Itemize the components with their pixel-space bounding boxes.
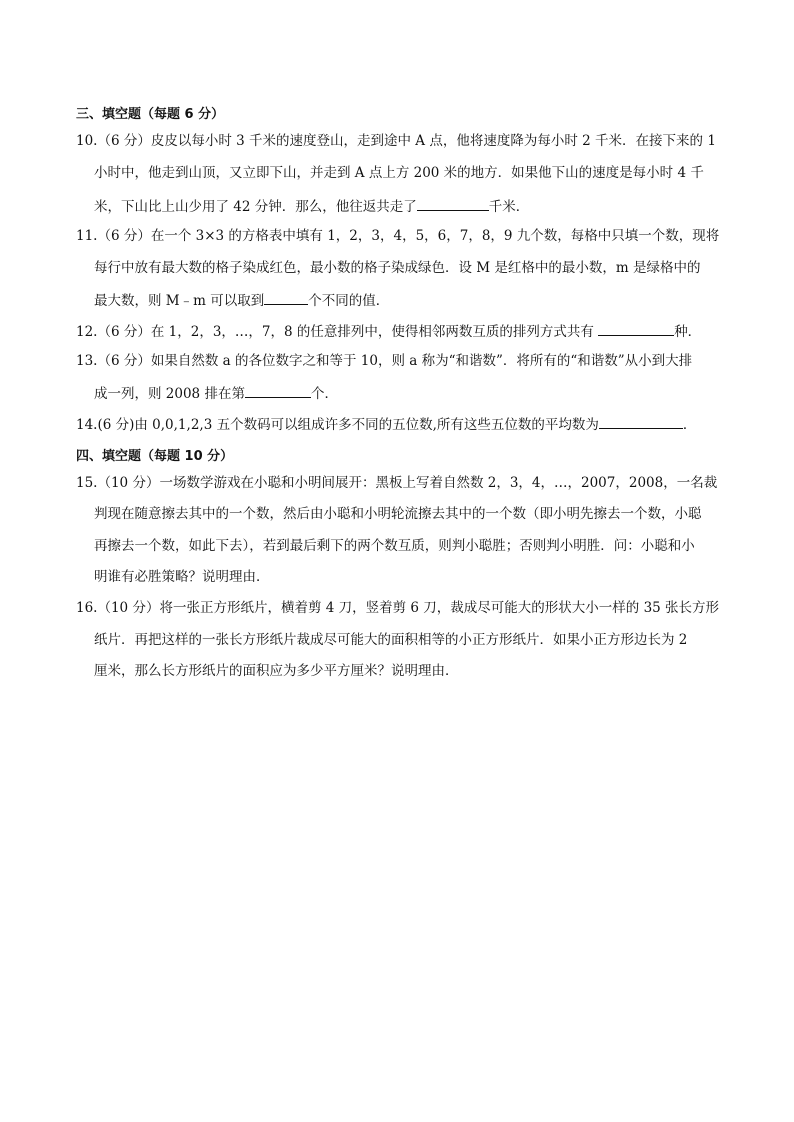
q13-line-1: 13.（6 分）如果自然数 a 的各位数字之和等于 10，则 a 称为“和谐数”．将所有的“和谐数”从小到大排 xyxy=(76,353,693,369)
section-title-fill-10: 四、填空题（每题 10 分） xyxy=(76,449,234,464)
answer-blank-q13[interactable] xyxy=(245,383,311,398)
answer-blank-q10[interactable] xyxy=(417,196,489,211)
q15-line-3: 再擦去一个数，如此下去），若到最后剩下的两个数互质，则判小聪胜；否则判小明胜．问：小聪和小 xyxy=(94,538,695,554)
answer-blank-q12[interactable] xyxy=(598,321,674,336)
q13-line-2 xyxy=(94,383,338,403)
answer-blank-q14[interactable] xyxy=(599,414,683,429)
q10-line-2: 小时中，他走到山顶，又立即下山，并走到 A 点上方 200 米的地方．如果他下山的速度是每小时 4 千 xyxy=(94,165,704,181)
q10-line-3-text: 米，下山比上山少用了 42 分钟．那么，他往返共走了 xyxy=(94,199,417,215)
q11-line-2: 每行中放有最大数的格子染成红色，最小数的格子染成绿色．设 M 是红格中的最小数，m 是绿格中的 xyxy=(94,260,701,276)
q11-line-3 xyxy=(94,290,389,310)
q16-line-3: 厘米，那么长方形纸片的面积应为多少平方厘米？说明理由． xyxy=(94,663,459,679)
q11-line-1: 11.（6 分）在一个 3×3 的方格表中填有 1，2，3，4，5，6，7，8，9 九个数，每格中只填一个数，现将 xyxy=(76,228,720,244)
section-title-fill-6: 三、填空题（每题 6 分） xyxy=(76,107,225,122)
q13-line-2-tail: 个． xyxy=(310,386,338,402)
q12-line-1 xyxy=(76,321,701,341)
q10-line-1: 10.（6 分）皮皮以每小时 3 千米的速度登山，走到途中 A 点，他将速度降为每小时 2 千米．在接下来的 1 xyxy=(76,133,716,149)
q10-line-3-unit: 千米． xyxy=(488,199,530,215)
answer-blank-q11[interactable] xyxy=(264,290,308,305)
q14-line-1-tail: ． xyxy=(682,417,697,433)
q14-line-1 xyxy=(76,414,696,434)
q15-line-4: 明谁有必胜策略？说明理由． xyxy=(94,569,270,585)
q11-line-3-text: 最大数，则 M﹣m 可以取到 xyxy=(94,293,265,309)
q15-line-2: 判现在随意擦去其中的一个数，然后由小聪和小明轮流擦去其中的一个数（即小明先擦去一个数，小聪 xyxy=(94,506,702,522)
q15-line-1: 15.（10 分）一场数学游戏在小聪和小明间展开：黑板上写着自然数 2，3，4，…，2007，2008，一名裁 xyxy=(76,475,718,491)
q12-line-1-text: 12.（6 分）在 1，2，3，…，7，8 的任意排列中，使得相邻两数互质的排列方式共有 xyxy=(76,324,594,340)
q13-line-2-text: 成一列，则 2008 排在第 xyxy=(94,386,245,402)
q10-line-3 xyxy=(94,196,529,216)
q12-line-1-tail: 种． xyxy=(674,324,702,340)
q11-line-3-tail: 个不同的值． xyxy=(308,293,390,309)
q16-line-2: 纸片．再把这样的一张长方形纸片裁成尽可能大的面积相等的小正方形纸片．如果小正方形边长为 2 xyxy=(94,632,688,648)
q14-line-1-text: 14.(6 分)由 0,0,1,2,3 五个数码可以组成许多不同的五位数,所有这些五位数的平均数为 xyxy=(76,417,599,433)
q16-line-1: 16.（10 分）将一张正方形纸片，横着剪 4 刀，竖着剪 6 刀，裁成尽可能大的形状大小一样的 35 张长方形 xyxy=(76,600,720,616)
